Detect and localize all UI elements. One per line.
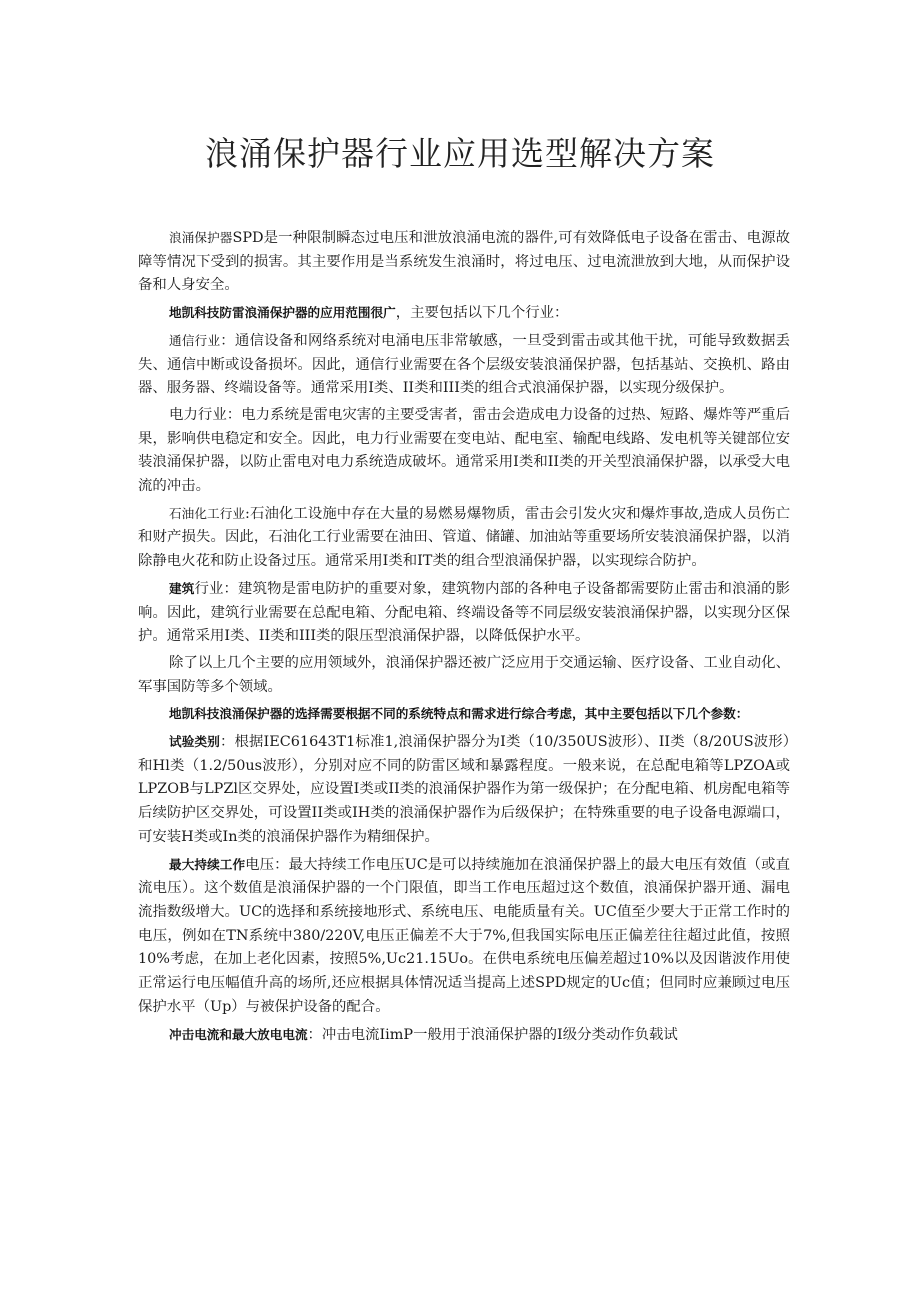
paragraph-scope [138,301,790,326]
paragraph-text: ，主要包括以下几个行业： [395,305,569,322]
paragraph-lead: 冲击电流和最大放电电流 [169,1026,308,1042]
paragraph-text: :石油化工设施中存在大量的易燃易爆物质，雷击会引发火灾和爆炸事故,造成人员伤亡和财产损失。因此，石油化工行业需要在油田、管道、储罐、加油站等重要场所安装浪涌保护器，以消除静电火花和防止设备过压。通常采用I类和IT类的组合型浪涌保护器，以实现综合防护。 [138,505,790,570]
paragraph-lead: 地凯科技浪涌保护器的选择需要根据不同的系统特点和需求进行综合考虑，其中主要包括以下几个参数： [169,706,749,722]
paragraph-lead: 最大持续工作 [169,856,246,872]
paragraph-text: 行业：建筑物是雷电防护的重要对象，建筑物内部的各种电子设备都需要防止雷击和浪涌的影响。因此，建筑行业需要在总配电箱、分配电箱、终端设备等不同层级安装浪涌保护器，以实现分区保护。通常采用I类、II类和III类的限压型浪涌保护器，以降低保护水平。 [138,580,790,645]
document-title: 浪涌保护器行业应用选型解决方案 [205,134,715,173]
paragraph-selection [138,702,790,727]
document-body [138,226,790,1050]
paragraph-other-fields [138,652,790,699]
paragraph-construction [138,577,790,649]
paragraph-text: 除了以上几个主要的应用领域外，浪涌保护器还被广泛应用于交通运输、医疗设备、工业自动化、军事国防等多个领域。 [138,654,790,695]
paragraph-intro [138,226,790,298]
paragraph-test-class [138,730,790,850]
paragraph-lead: 试验类别 [169,734,220,750]
paragraph-power [138,404,790,499]
paragraph-text: SPD是一种限制瞬态过电压和泄放浪涌电流的器件,可有效降低电子设备在雷击、电源故障等情况下受到的损害。其主要作用是当系统发生浪涌时，将过电压、过电流泄放到大地，从而保护设备和人身安全。 [138,230,791,294]
paragraph-lead: 通信行业 [169,332,221,348]
paragraph-lead: 浪涌保护器 [169,230,233,245]
paragraph-impulse-current [138,1023,790,1048]
paragraph-lead: 石油化工行业 [169,505,246,521]
paragraph-text: 电压：最大持续工作电压UC是可以持续施加在浪涌保护器上的最大电压有效值（或直流电压）。这个数值是浪涌保护器的一个门限值，即当工作电压超过这个数值，浪涌保护器开通、漏电流指数级增大。UC的选择和系统接地形式、系统电压、电能质量有关。UC值至少要大于正常工作时的电压，例如在TN系统中380/220V,电压正偏差不大于7%,但我国实际电压正偏差往往超过此值，按照10%考虑，在加上老化因素，按照5%,Uc21.15Uo。在供电系统电压偏差超过10%以及因谐波作用使正常运行电压幅值升高的场所,还应根据具体情况适当提高上述SPD规定的Uc值；但同时应兼顾过电压保护水平（Up）与被保护设备的配合。 [138,856,790,1015]
paragraph-lead: 地凯科技防雷浪涌保护器的应用范围很广 [169,305,396,321]
paragraph-text: ：冲击电流IimP一般用于浪涌保护器的I级分类动作负载试 [307,1026,678,1043]
paragraph-max-voltage [138,853,790,1020]
paragraph-text: 电力行业：电力系统是雷电灾害的主要受害者，雷击会造成电力设备的过热、短路、爆炸等严重后果，影响供电稳定和安全。因此，电力行业需要在变电站、配电室、输配电线路、发电机等关键部位安装浪涌保护器，以防止雷电对电力系统造成破坏。通常采用I类和II类的开关型浪涌保护器，以承受大电流的冲击。 [138,406,790,495]
paragraph-text: ：根据IEC61643T1标准1,浪涌保护器分为I类（10/350US波形）、II类（8/20US波形）和Hl类（1.2/50us波形），分别对应不同的防雷区域和暴露程度。一般来说，在总配电箱等LPZOA或LPZOB与LPZl区交界处，应设置I类或II类的浪涌保护器作为第一级保护；在分配电箱、机房配电箱等后续防护区交界处，可设置II类或IH类的浪涌保护器作为后级保护；在特殊重要的电子设备电源端口，可安装H类或In类的浪涌保护器作为精细保护。 [138,734,790,845]
paragraph-petrochemical [138,502,790,574]
paragraph-text: ：通信设备和网络系统对电涌电压非常敏感，一旦受到雷击或其他干扰，可能导致数据丢失、通信中断或设备损坏。因此，通信行业需要在各个层级安装浪涌保护器，包括基站、交换机、路由器、服务器、终端设备等。通常采用I类、II类和III类的组合式浪涌保护器，以实现分级保护。 [138,332,791,397]
paragraph-telecom [138,329,790,401]
paragraph-lead: 建筑 [169,580,195,596]
